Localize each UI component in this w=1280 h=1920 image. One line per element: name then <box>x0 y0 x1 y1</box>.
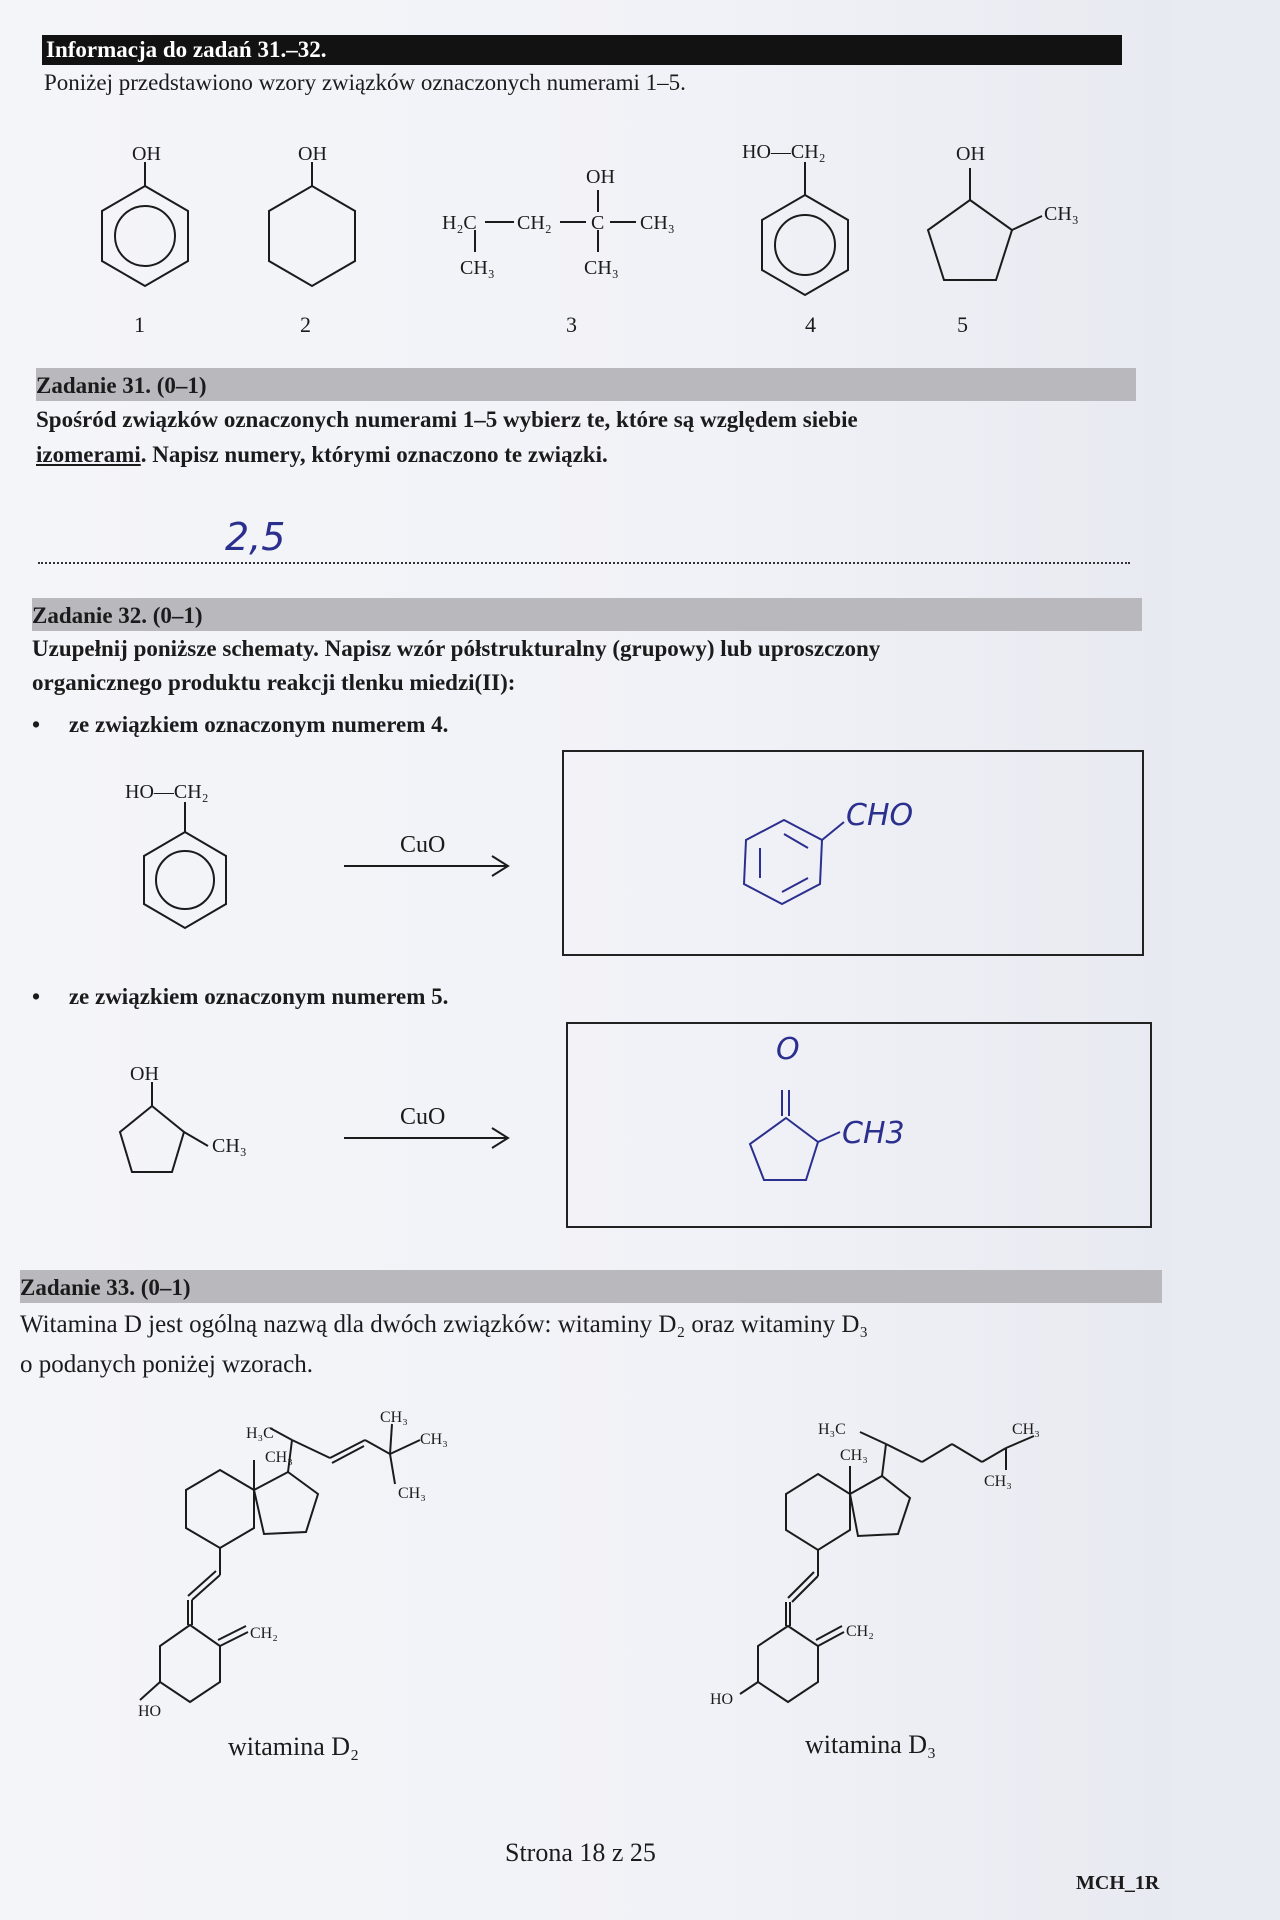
info-header: Informacja do zadań 31.–32. <box>42 35 1122 65</box>
task32-answer-box2[interactable] <box>566 1022 1152 1228</box>
vitamin-d3-structure <box>700 1410 1080 1730</box>
c2-oh-text: OH <box>298 143 327 165</box>
task31-handwritten-answer: 2,5 <box>225 515 286 559</box>
task32-answer-box1[interactable] <box>562 750 1144 956</box>
info-intro: Poniżej przedstawiono wzory związków oznaczonych numerami 1–5. <box>44 70 686 95</box>
c3-ch2-text: CH₂ <box>517 212 552 234</box>
task32-header: Zadanie 32. (0–1) <box>32 598 1142 631</box>
c3-ch3b-text: CH₃ <box>460 257 495 279</box>
task31-instruction-line2: izomerami. Napisz numery, którymi oznaczono te związki. <box>36 442 608 467</box>
d2-ch3-right-text: CH₃ <box>420 1431 448 1448</box>
task32-arrow1 <box>340 852 520 882</box>
task33-line2: o podanych poniżej wzorach. <box>20 1351 313 1378</box>
d3-ch2-text: CH₂ <box>846 1623 874 1640</box>
c4-hoch2-text: HO—CH₂ <box>742 141 826 163</box>
reactant4-hoch2-text: HO—CH₂ <box>125 781 209 803</box>
d2-ch2-text: CH₂ <box>250 1625 278 1642</box>
task32-reagent1: CuO <box>400 832 446 858</box>
task31-answer-line[interactable] <box>38 552 1130 564</box>
task33-line1: Witamina D jest ogólną nazwą dla dwóch związków: witaminy D₂ oraz witaminy D₃ <box>20 1311 869 1338</box>
task31-header: Zadanie 31. (0–1) <box>36 368 1136 401</box>
compound-number-5: 5 <box>957 312 968 337</box>
d2-ch3-bottom-text: CH₃ <box>398 1485 426 1502</box>
c3-oh-text: OH <box>586 166 615 188</box>
exam-code: MCH_1R <box>1076 1872 1160 1894</box>
c3-ch3c-text: CH₃ <box>584 257 619 279</box>
c3-ch3-text: CH₃ <box>640 212 675 234</box>
d3-ho-text: HO <box>710 1691 734 1708</box>
answer1-benzene-sketch <box>724 792 864 942</box>
task32-arrow2 <box>340 1124 520 1154</box>
task32-reagent2: CuO <box>400 1104 446 1130</box>
d3-ch3-right-text: CH₃ <box>1012 1421 1040 1438</box>
c3-h2c-text: H₂C <box>442 212 477 234</box>
task32-bullet1: • ze związkiem oznaczonym numerem 4. <box>32 712 449 737</box>
d2-h3c-text: H₃C <box>246 1425 274 1442</box>
task31-instruction-line1: Spośród związków oznaczonych numerami 1–5 wybierz te, które są względem siebie <box>36 407 858 432</box>
task32-instruction-line1: Uzupełnij poniższe schematy. Napisz wzór półstrukturalny (grupowy) lub uproszczony <box>32 636 881 661</box>
answer2-ch3-text: CH3 <box>842 1116 905 1151</box>
vitamin-d3-label: witamina D₃ <box>805 1730 937 1759</box>
reactant5-oh-text: OH <box>130 1063 159 1085</box>
answer2-oxygen-text: O <box>776 1032 800 1067</box>
d2-ch3-ring-text: CH₃ <box>265 1449 293 1466</box>
reactant5-ch3-text: CH₃ <box>212 1135 247 1157</box>
compound-number-4: 4 <box>805 312 816 337</box>
vitamin-d2-structure <box>120 1410 500 1730</box>
c5-ch3-text: CH₃ <box>1044 203 1079 225</box>
d2-ho-text: HO <box>138 1703 162 1720</box>
c1-oh-text: OH <box>132 143 161 165</box>
c5-oh-text: OH <box>956 143 985 165</box>
d3-ch3-bottom-text: CH₃ <box>984 1473 1012 1490</box>
d2-ch3-top-text: CH₃ <box>380 1410 408 1426</box>
compounds-structures <box>0 130 1170 340</box>
task32-reactant5-structure <box>80 1060 300 1190</box>
answer1-cho-text: CHO <box>846 798 914 833</box>
page-number: Strona 18 z 25 <box>505 1838 656 1867</box>
task32-reactant4-structure <box>110 772 280 952</box>
task33-header: Zadanie 33. (0–1) <box>20 1270 1162 1303</box>
compound-number-3: 3 <box>566 312 577 337</box>
compound-number-2: 2 <box>300 312 311 337</box>
d3-ch3-ring-text: CH₃ <box>840 1447 868 1464</box>
compound-number-1: 1 <box>134 312 145 337</box>
task32-bullet2: • ze związkiem oznaczonym numerem 5. <box>32 984 449 1009</box>
task32-instruction-line2: organicznego produktu reakcji tlenku miedzi(II): <box>32 670 516 695</box>
c3-c-text: C <box>591 212 605 234</box>
d3-h3c-text: H₃C <box>818 1421 846 1438</box>
vitamin-d2-label: witamina D₂ <box>228 1732 360 1761</box>
